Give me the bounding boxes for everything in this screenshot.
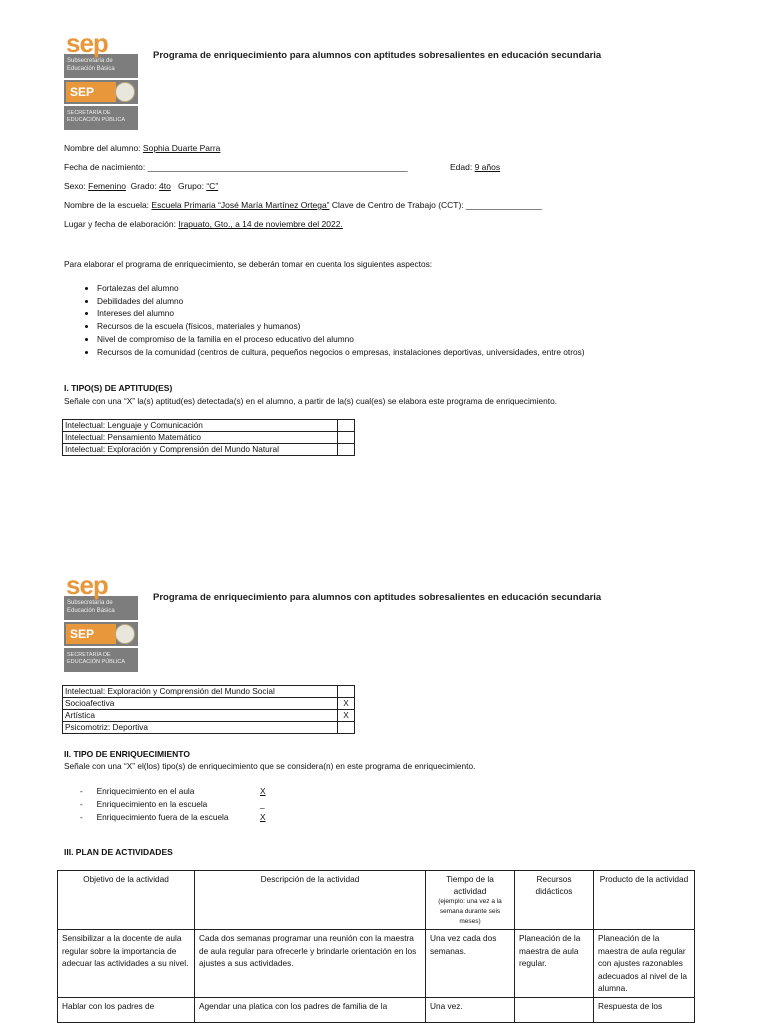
school-line: Nombre de la escuela: Escuela Primaria “José María Martínez Ortega” Clave de Centro de Trabajo (CCT): ________________ bbox=[64, 200, 542, 210]
mark-cell[interactable]: X bbox=[338, 710, 355, 722]
table-row: Sensibilizar a la docente de aula regular sobre la importancia de adecuar las actividades a su nivel. Cada dos semanas programar una reunión con la maestra de aula regular para ofrecerle y brindarle orientación en los ajustes a sus actividades. Una vez cada dos semanas. Planeación de la maestra de aula regular. Planeación de la maestra de aula regular con ajustes razonables adecuados al nivel de la alumna. bbox=[58, 930, 695, 998]
table-row: Intelectual: Exploración y Comprensión del Mundo Natural bbox=[63, 444, 355, 456]
list-item: • Nivel de compromiso de la familia en el proceso educativo del alumno bbox=[97, 333, 584, 346]
section3-heading: III. PLAN DE ACTIVIDADES bbox=[64, 847, 173, 857]
list-item: • Fortalezas del alumno bbox=[97, 282, 584, 295]
student-group: “C” bbox=[206, 181, 219, 191]
logo-sep-label: SEP bbox=[66, 82, 116, 102]
time-example: (ejemplo: una vez a la semana durante seis meses) bbox=[438, 898, 502, 925]
place-date: Irapuato, Gto., a 14 de noviembre del 2022. bbox=[178, 219, 343, 229]
mark-enrich-classroom[interactable]: X bbox=[260, 786, 266, 796]
mark-cell[interactable] bbox=[338, 420, 355, 432]
mark-cell[interactable] bbox=[338, 686, 355, 698]
national-seal-icon bbox=[115, 82, 135, 102]
logo-word: sep bbox=[66, 28, 108, 58]
section1-instruction: Señale con una “X” la(s) aptitud(es) detectada(s) en el alumno, a partir de la(s) cual(es) se elabora este programa de enriquecimiento. bbox=[64, 396, 557, 406]
list-item: - Enriquecimiento en la escuela bbox=[80, 799, 208, 809]
aptitude-table-a bbox=[62, 419, 355, 456]
birth-blank: _______________________________________________________ bbox=[147, 162, 408, 172]
sex-grade-group-line: Sexo: Femenino Grado: 4to Grupo: “C” bbox=[64, 181, 219, 191]
table-row: Artística X bbox=[63, 710, 355, 722]
mark-cell[interactable] bbox=[338, 432, 355, 444]
student-sex: Femenino bbox=[88, 181, 126, 191]
table-row: Hablar con los padres de Agendar una platica con los padres de familia de la Una vez. Respuesta de los bbox=[58, 997, 695, 1022]
birth-line: Fecha de nacimiento: _______________________________________________________ bbox=[64, 162, 408, 172]
student-age: 9 años bbox=[474, 162, 501, 172]
aptitude-table-b bbox=[62, 685, 355, 734]
age-line: Edad: 9 años bbox=[450, 162, 501, 172]
list-item: • Recursos de la escuela (físicos, materiales y humanos) bbox=[97, 320, 584, 333]
table-row: Socioafectiva X bbox=[63, 698, 355, 710]
page-title: Programa de enriquecimiento para alumnos con aptitudes sobresalientes en educación secundaria bbox=[153, 592, 602, 603]
table-header-row: Objetivo de la actividad Descripción de la actividad Tiempo de la actividad (ejemplo: una vez a la semana durante seis meses) Recursos didácticos Producto de la actividad bbox=[58, 871, 695, 930]
mark-cell[interactable] bbox=[338, 444, 355, 456]
mark-cell[interactable] bbox=[338, 722, 355, 734]
activities-table bbox=[57, 870, 695, 1023]
section2-instruction: Señale con una “X” el(los) tipo(s) de enriquecimiento que se considera(n) en este programa de enriquecimiento. bbox=[64, 761, 476, 771]
sep-logo bbox=[64, 28, 138, 130]
table-row: Intelectual: Exploración y Comprensión del Mundo Social bbox=[63, 686, 355, 698]
student-grade: 4to bbox=[159, 181, 171, 191]
national-seal-icon bbox=[115, 624, 135, 644]
table-row: Intelectual: Pensamiento Matemático bbox=[63, 432, 355, 444]
list-item: • Recursos de la comunidad (centros de cultura, pequeños negocios o empresas, instalaciones deportivas, universidades, entre otros) bbox=[97, 346, 584, 359]
mark-enrich-school[interactable]: _ bbox=[260, 799, 265, 809]
list-item: • Debilidades del alumno bbox=[97, 295, 584, 308]
place-date-line: Lugar y fecha de elaboración: Irapuato, Gto., a 14 de noviembre del 2022. bbox=[64, 219, 343, 229]
list-item: - Enriquecimiento fuera de la escuela bbox=[80, 812, 229, 822]
logo-bottom-text: SECRETARÍA DE EDUCACIÓN PÚBLICA bbox=[64, 106, 138, 130]
cct-blank: ________________ bbox=[466, 200, 542, 210]
sep-logo: sep Subsecretaría de Educación Básica SEP SECRETARÍA DE EDUCACIÓN PÚBLICA bbox=[64, 574, 138, 672]
student-name-line: Nombre del alumno: Sophia Duarte Parra bbox=[64, 143, 221, 153]
intro-text: Para elaborar el programa de enriquecimiento, se deberán tomar en cuenta los siguientes aspectos: bbox=[64, 259, 433, 269]
list-item: - Enriquecimiento en el aula bbox=[80, 786, 195, 796]
section1-heading: I. TIPO(S) DE APTITUD(ES) bbox=[64, 383, 173, 393]
mark-enrich-outside[interactable]: X bbox=[260, 812, 266, 822]
section2-heading: II. TIPO DE ENRIQUECIMIENTO bbox=[64, 749, 190, 759]
school-name: Escuela Primaria “José María Martínez Ortega” bbox=[151, 200, 330, 210]
table-row: Psicomotriz: Deportiva bbox=[63, 722, 355, 734]
page-title: Programa de enriquecimiento para alumnos con aptitudes sobresalientes en educación secundaria bbox=[153, 50, 602, 61]
mark-cell[interactable]: X bbox=[338, 698, 355, 710]
aspects-list bbox=[64, 282, 584, 358]
student-name: Sophia Duarte Parra bbox=[142, 143, 221, 153]
list-item: • Intereses del alumno bbox=[97, 307, 584, 320]
table-row: Intelectual: Lenguaje y Comunicación bbox=[63, 420, 355, 432]
logo-subtitle: Subsecretaría de Educación Básica bbox=[64, 54, 138, 78]
